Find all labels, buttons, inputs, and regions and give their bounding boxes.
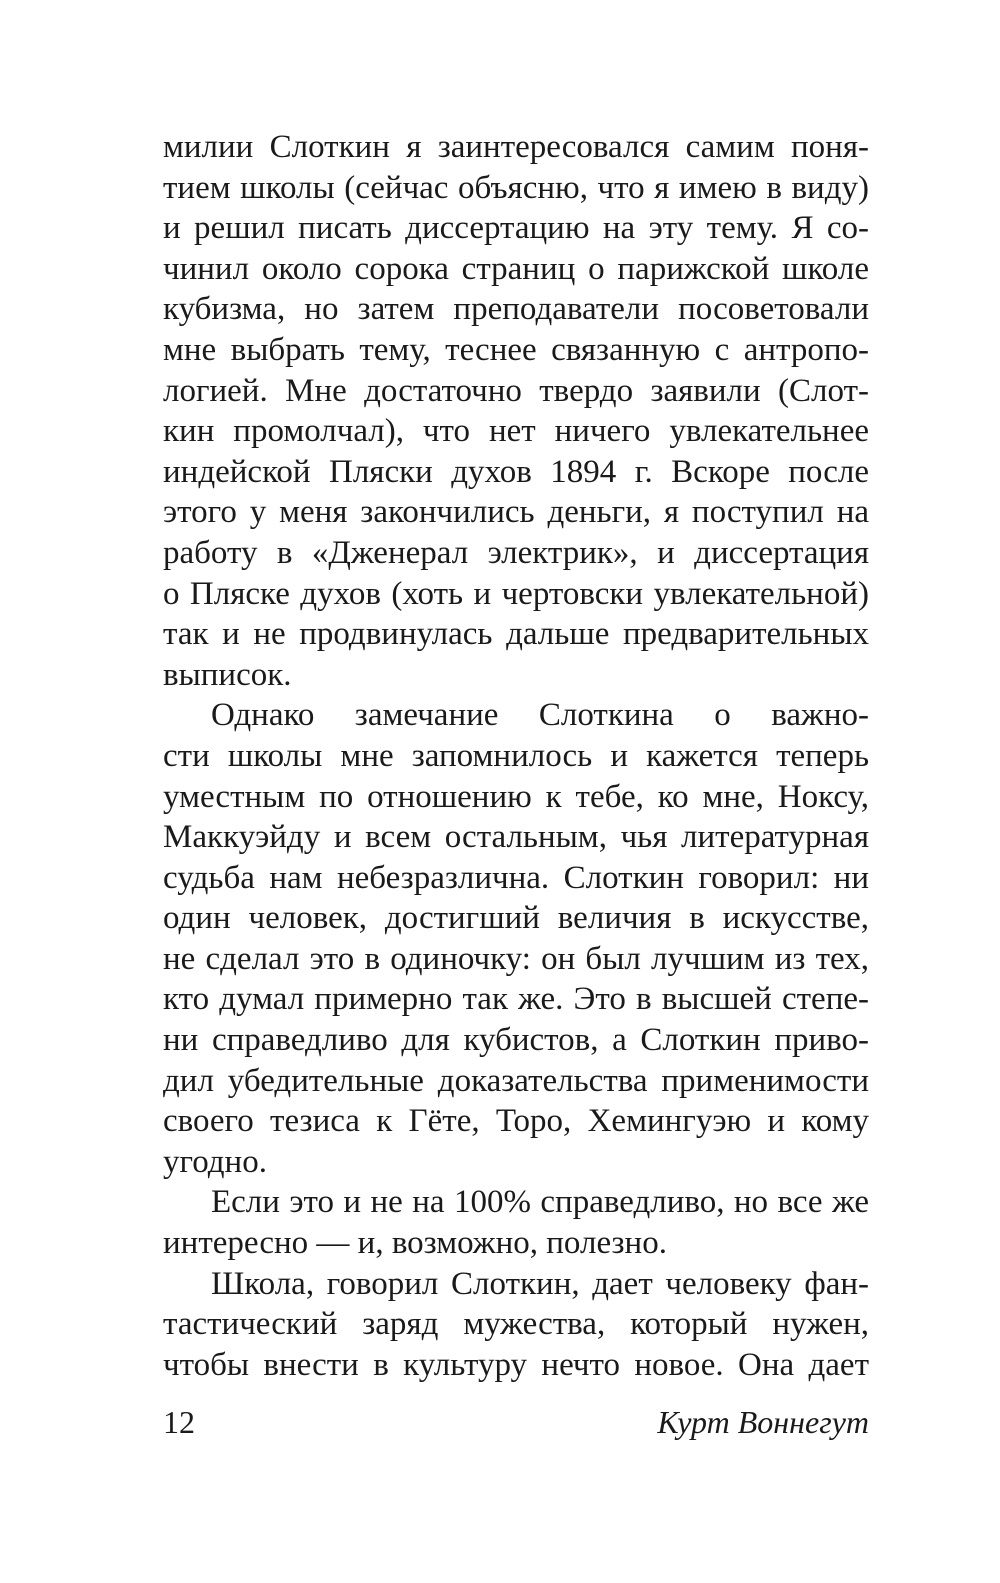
- text-line: кто думал примерно так же. Это в высшей степе-: [163, 981, 869, 1018]
- text-line: милии Слоткин я заинтересовался самим поня-: [163, 129, 869, 165]
- text-line: Маккуэйду и всем остальным, чья литературная: [163, 819, 869, 856]
- text-line: так и не продвинулась дальше предварительных: [163, 616, 869, 653]
- text-line: Однако замечание Слоткина о важно-: [211, 697, 869, 734]
- text-line: кубизма, но затем преподаватели посоветовали: [163, 291, 869, 328]
- text-line: сти школы мне запомнилось и кажется теперь: [163, 737, 869, 774]
- text-line: логией. Мне достаточно твердо заявили (Слот-: [163, 372, 869, 409]
- text-line: мне выбрать тему, теснее связанную с антропо-: [163, 331, 869, 368]
- paragraph: [163, 127, 869, 695]
- page-footer: [163, 1404, 869, 1444]
- text-line: тастический заряд мужества, который нужен,: [163, 1306, 869, 1343]
- text-line: тием школы (сейчас объясню, что я имею в виду): [163, 169, 869, 206]
- paragraph: [163, 1264, 869, 1386]
- text-line: ни справедливо для кубистов, а Слоткин приво-: [163, 1022, 869, 1059]
- text-line: чинил около сорока страниц о парижской школе: [163, 250, 869, 287]
- text-line: Школа, говорил Слоткин, дает человеку фан-: [211, 1265, 869, 1302]
- running-head-author: Курт Воннегут: [657, 1404, 869, 1440]
- page-number: 12: [163, 1404, 195, 1440]
- paragraph: [163, 1182, 869, 1263]
- text-line: один человек, достигший величия в искусстве,: [163, 900, 869, 937]
- text-line: этого у меня закончились деньги, я поступил на: [163, 494, 869, 531]
- text-line: и решил писать диссертацию на эту тему. Я со-: [163, 210, 869, 247]
- text-line: судьба нам небезразлична. Слоткин говорил: ни: [163, 859, 869, 896]
- text-line: интересно — и, возможно, полезно.: [163, 1225, 667, 1262]
- body-text: [163, 127, 869, 1385]
- text-line: Если это и не на 100% справедливо, но все же: [211, 1184, 869, 1221]
- text-line: работу в «Дженерал электрик», и диссертация: [163, 534, 869, 571]
- text-line: угодно.: [163, 1143, 267, 1180]
- text-line: выписок.: [163, 656, 292, 693]
- text-line: своего тезиса к Гёте, Торо, Хемингуэю и кому: [163, 1103, 869, 1140]
- text-line: не сделал это в одиночку: он был лучшим из тех,: [163, 940, 869, 977]
- text-line: дил убедительные доказательства применимости: [163, 1062, 869, 1099]
- text-line: уместным по отношению к тебе, ко мне, Ноксу,: [163, 778, 869, 815]
- paragraph: [163, 695, 869, 1182]
- text-line: чтобы внести в культуру нечто новое. Она дает: [163, 1346, 869, 1383]
- text-line: о Пляске духов (хоть и чертовски увлекательной): [163, 575, 869, 612]
- text-line: кин промолчал), что нет ничего увлекательнее: [163, 413, 869, 450]
- text-line: индейской Пляски духов 1894 г. Вскоре после: [163, 453, 869, 490]
